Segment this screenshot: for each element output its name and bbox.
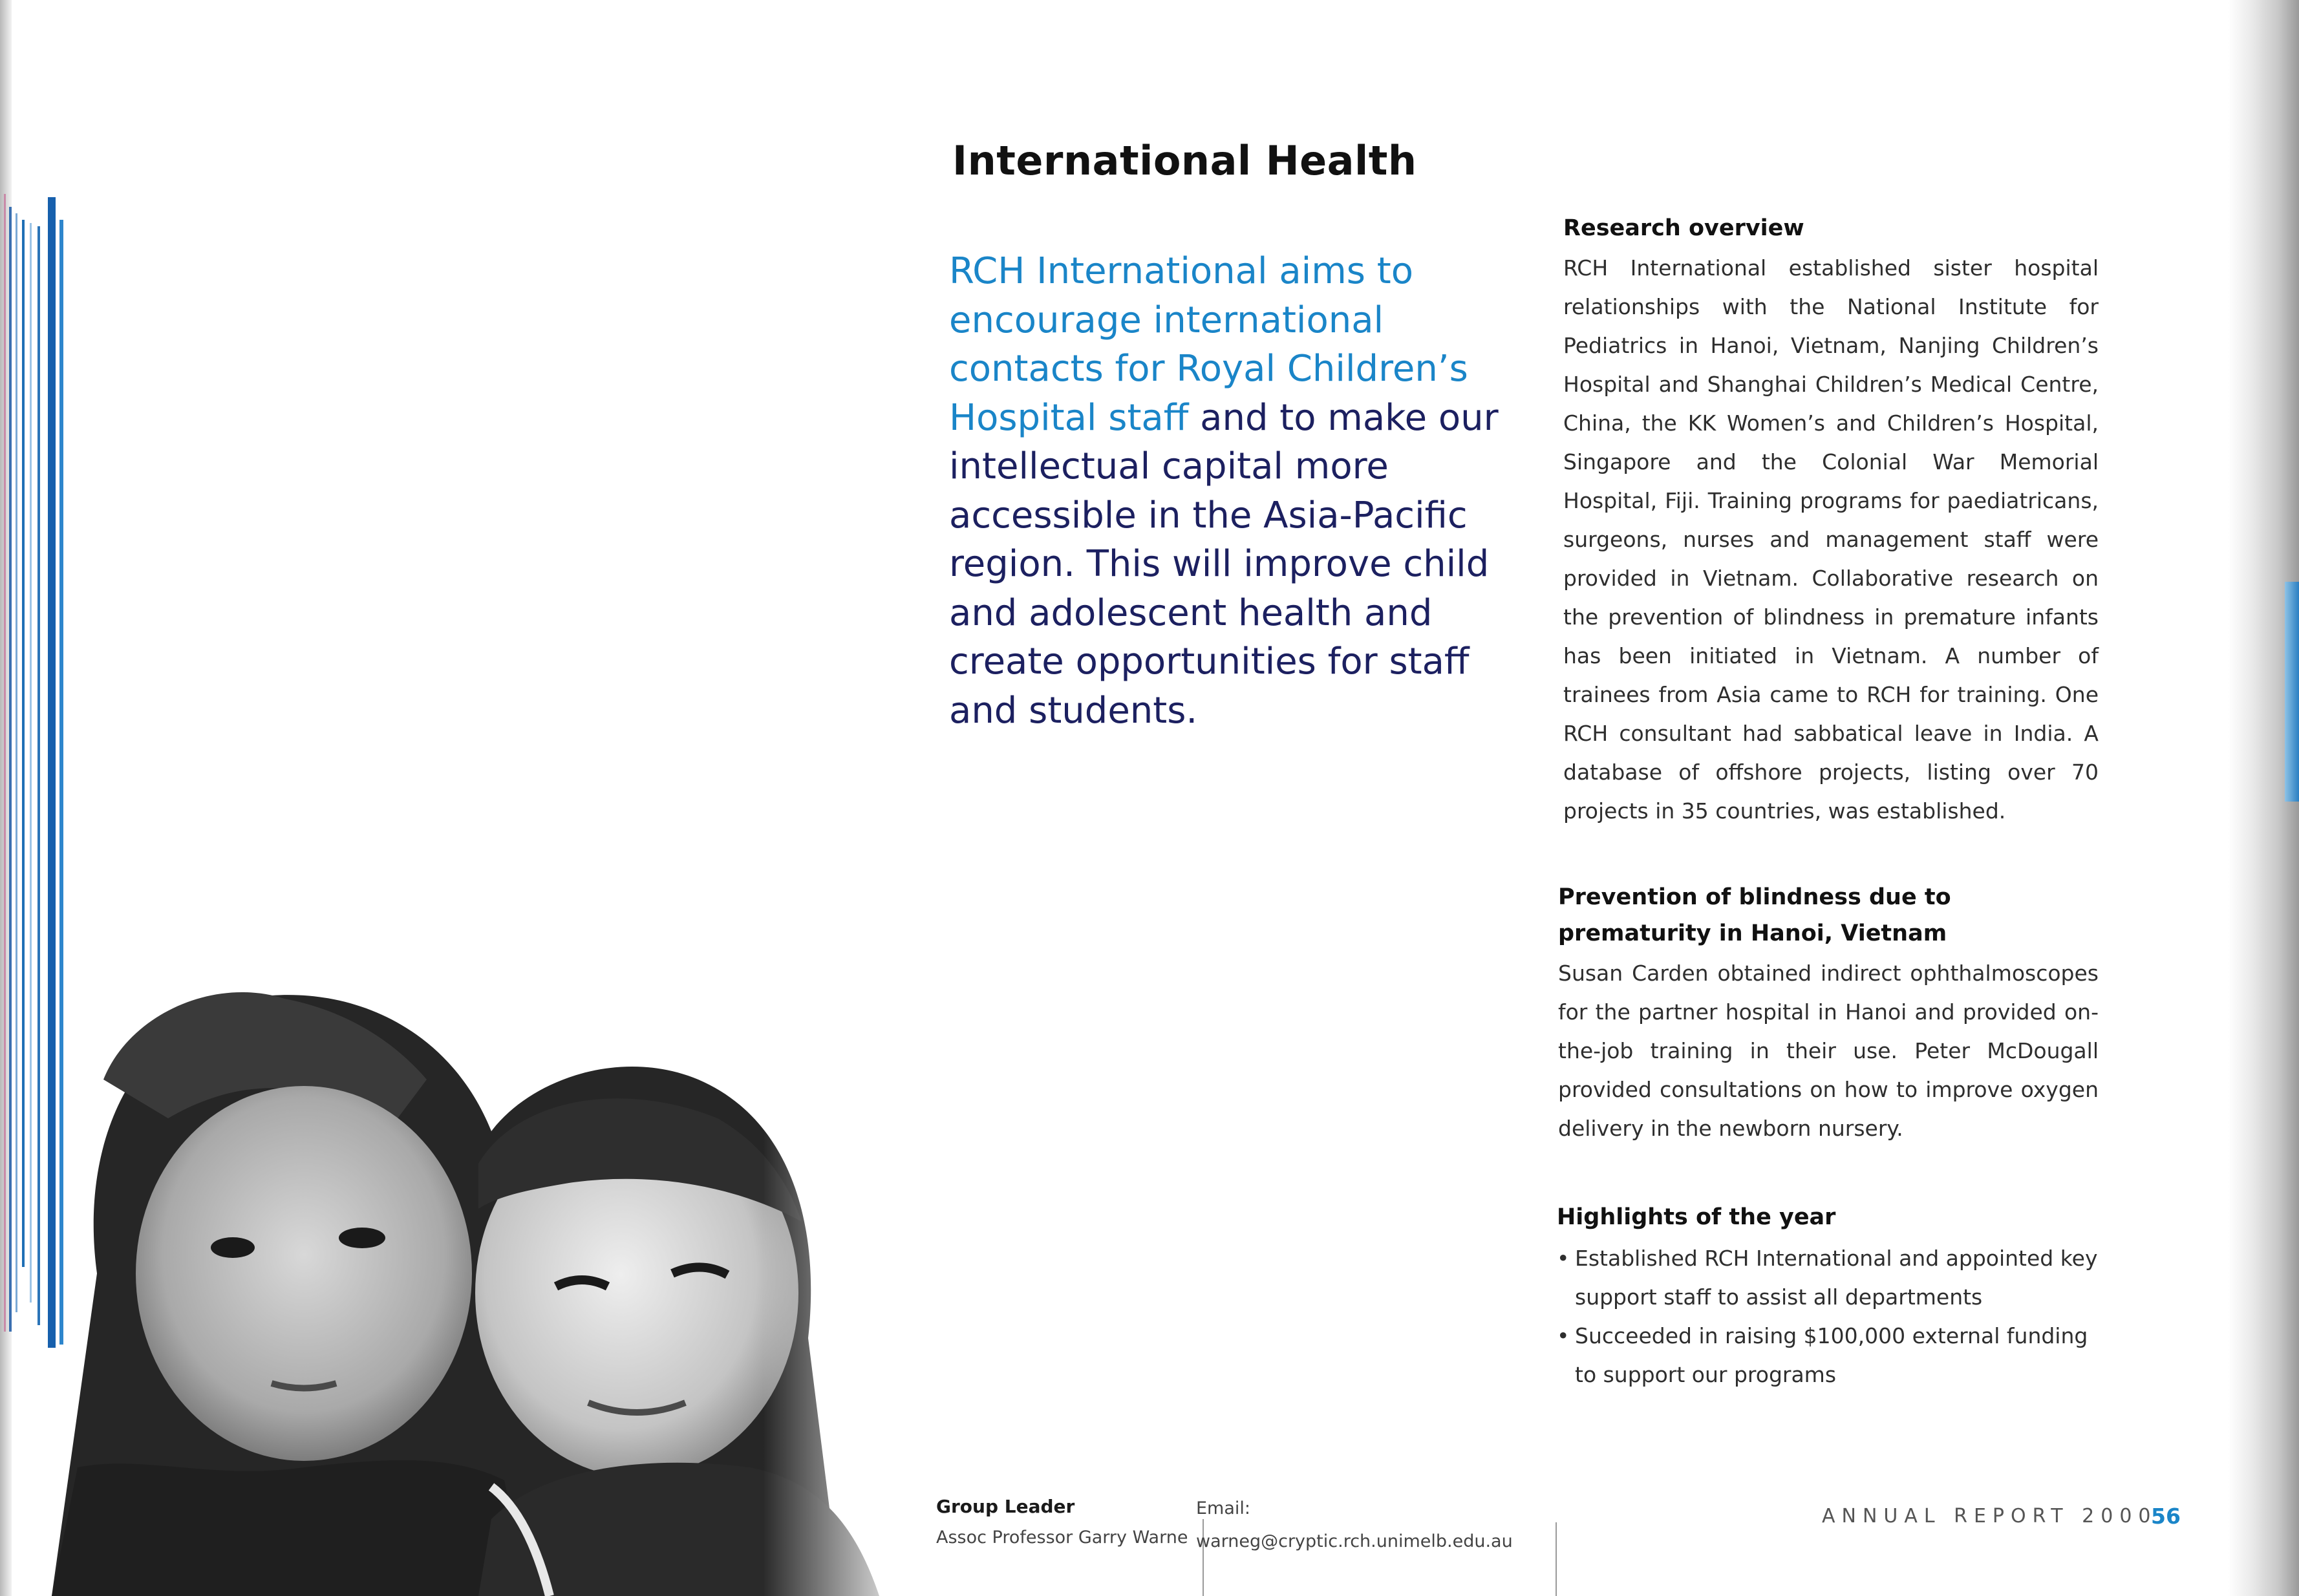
prevention-body: Susan Carden obtained indirect ophthalmoscopes for the partner hospital in Hanoi and provided on-the-job training in their use. Peter McDougall provided consultations on how to improve oxygen delivery in the newborn nursery. bbox=[1558, 961, 2099, 1141]
research-overview-section bbox=[1563, 210, 2099, 831]
group-leader-label: Group Leader bbox=[936, 1496, 1075, 1517]
report-title: ANNUAL REPORT 2000 bbox=[1822, 1505, 2157, 1527]
intro-statement bbox=[949, 247, 1505, 735]
list-item: • Succeeded in raising $100,000 external funding to support our programs bbox=[1557, 1317, 2099, 1394]
prevention-heading: Prevention of blindness due to prematurity in Hanoi, Vietnam bbox=[1558, 884, 1951, 946]
page-title: International Health bbox=[952, 137, 1417, 184]
page-number: 56 bbox=[2151, 1504, 2181, 1529]
highlights-list bbox=[1557, 1239, 2099, 1394]
highlights-heading: Highlights of the year bbox=[1557, 1204, 1836, 1230]
email-address[interactable]: warneg@cryptic.rch.unimelb.edu.au bbox=[1196, 1531, 1513, 1551]
list-item: • Established RCH International and appointed key support staff to assist all departments bbox=[1557, 1239, 2099, 1317]
footer-divider bbox=[1556, 1522, 1557, 1596]
prevention-section bbox=[1558, 879, 2099, 1148]
email-label: Email: bbox=[1196, 1498, 1251, 1518]
research-overview-body: RCH International established sister hospital relationships with the National Institute for Pediatrics in Hanoi, Vietnam, Nanjing Children’s Hospital and Shanghai Children’s Medical Centre, China, the KK Women’s and Children’s Hospital, Singapore and the Colonial War Memorial Hospital, Fiji. Training programs for paediatricans, surgeons, nurses and management staff were provided in Vietnam. Collaborative research on the prevention of blindness in premature infants has been initiated in Vietnam. A number of trainees from Asia came to RCH for training. One RCH consultant had sabbatical leave in India. A database of offshore projects, listing over 70 projects in 35 countries, was established. bbox=[1563, 255, 2099, 824]
footer-divider bbox=[1203, 1519, 1204, 1596]
intro-rest-text: and to make our intellectual capital more accessible in the Asia-Pacific region. This will improve child and adolescent health and create opportunities for staff and students. bbox=[949, 396, 1499, 732]
research-overview-heading: Research overview bbox=[1563, 215, 1804, 241]
children-photo bbox=[0, 886, 918, 1596]
intro-accent-text: RCH International aims to encourage international contacts for Royal Children’s Hospital staff bbox=[949, 250, 1468, 439]
group-leader-name: Assoc Professor Garry Warne bbox=[936, 1527, 1188, 1548]
section-tab bbox=[2285, 582, 2299, 802]
highlights-section bbox=[1557, 1199, 2099, 1394]
